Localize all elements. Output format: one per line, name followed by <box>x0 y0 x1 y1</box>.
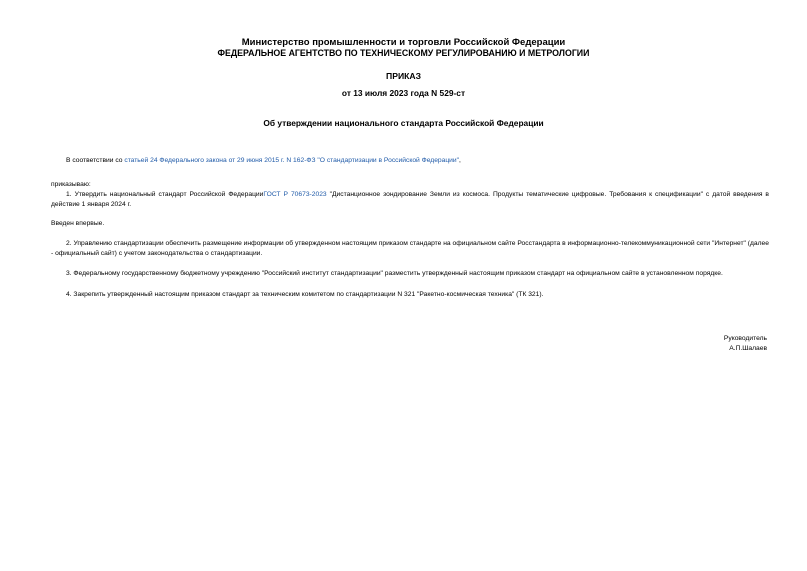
basis-suffix: , <box>459 157 461 164</box>
basis-paragraph <box>51 156 769 166</box>
basis-prefix: В соответствии со <box>66 157 125 164</box>
item-2-paragraph: 2. Управлению стандартизации обеспечить размещение информации об утвержденном настоящим приказом стандарте на официальном сайте Росстандарта в информационно-телекоммуникационной сети "Интернет" (далее - официальный сайт) с учетом законодательства о стандартизации. <box>51 240 769 257</box>
gost-standard-link[interactable]: ГОСТ Р 70673-2023 <box>263 191 327 198</box>
order-word: приказываю: <box>51 181 91 188</box>
item-1-paragraph <box>51 190 769 210</box>
signatory-name: А.П.Шалаев <box>729 345 767 352</box>
item-4-paragraph: 4. Закрепить утвержденный настоящим приказом стандарт за техническим комитетом по стандартизации N 321 "Ракетно-космическая техника" (ТК 321). <box>66 291 544 298</box>
document-type: ПРИКАЗ <box>386 71 421 81</box>
item-1-prefix: 1. Утвердить национальный стандарт Российской Федерации <box>66 191 264 198</box>
introduced-note: Введен впервые. <box>51 220 105 227</box>
federal-law-link[interactable]: статьей 24 Федерального закона от 29 июня 2015 г. N 162-ФЗ "О стандартизации в Российской Федерации" <box>124 157 460 164</box>
item-3-paragraph: 3. Федеральному государственному бюджетному учреждению "Российский институт стандартизации" разместить утвержденный настоящим приказом стандарт на официальном сайте в установленном порядке. <box>66 270 723 277</box>
document-date: от 13 июля 2023 года N 529-ст <box>341 88 466 98</box>
agency-name: ФЕДЕРАЛЬНОЕ АГЕНТСТВО ПО ТЕХНИЧЕСКОМУ РЕГУЛИРОВАНИЮ И МЕТРОЛОГИИ <box>217 48 590 58</box>
item-1-suffix: "Дистанционное зондирование Земли из космоса. Продукты тематические цифровые. Требования к спецификации" с датой введения в действие 1 января 2024 г. <box>51 191 769 208</box>
signature-block <box>724 334 767 354</box>
document-subject: Об утверждении национального стандарта Российской Федерации <box>263 118 544 128</box>
signatory-position: Руководитель <box>723 335 767 342</box>
ministry-name: Министерство промышленности и торговли Российской Федерации <box>241 37 566 48</box>
